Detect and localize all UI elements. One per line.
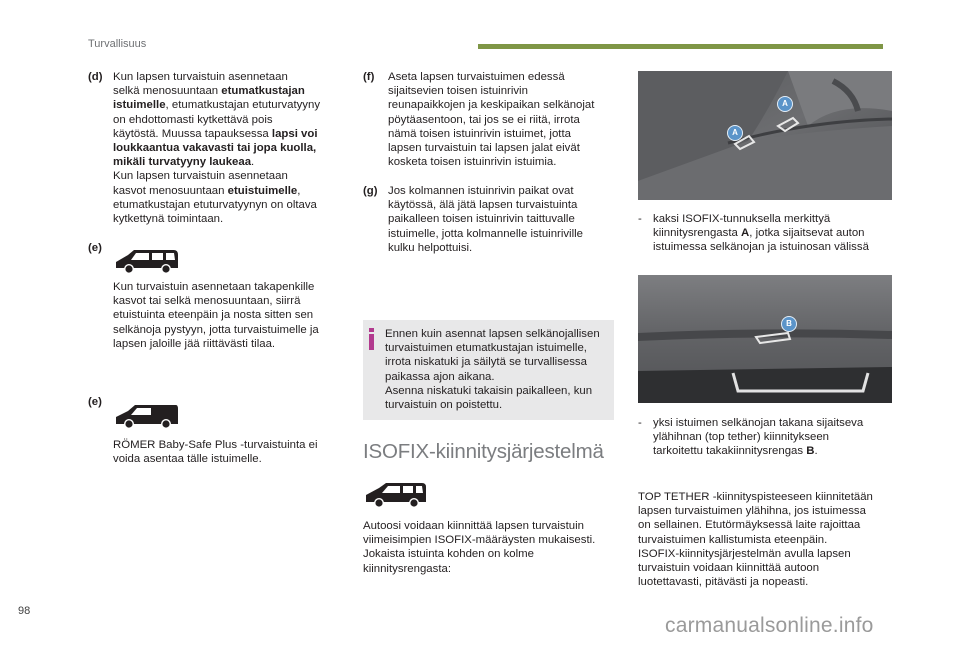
text-line: Ennen kuin asennat lapsen selkänojallisen	[385, 328, 600, 340]
list-dash: -	[638, 213, 642, 225]
text-line: kiinnitysrengasta:	[363, 562, 452, 575]
ring-b-badge: B	[781, 316, 797, 332]
list-dash: -	[638, 417, 642, 429]
top-tether-photo	[638, 275, 892, 403]
item-e2-text	[113, 438, 353, 466]
text-line: on ehdottomasti kytkettävä pois	[113, 113, 273, 126]
item-e1-text	[113, 280, 353, 351]
ring-b-description	[653, 416, 898, 459]
top-tether-text	[638, 490, 896, 589]
item-d-tag: (d)	[88, 71, 103, 83]
text-line: irrota niskatuki ja säilytä se turvallisessa	[385, 356, 587, 369]
item-e2-tag: (e)	[88, 396, 102, 408]
text-line: etumatkustajan etuturvatyynyn on oltava	[113, 198, 317, 211]
item-d-text	[113, 70, 348, 226]
item-f-tag: (f)	[363, 71, 375, 83]
text-line: RÖMER Baby-Safe Plus -turvaistuinta ei	[113, 439, 318, 451]
text-line: nämä toisen istuinrivin istuimet, jotta	[388, 127, 571, 140]
watermark: carmanualsonline.info	[665, 614, 874, 637]
text-line: Kun turvaistuin asennetaan takapenkille	[113, 281, 315, 293]
van-icon	[114, 248, 180, 275]
text-line: pöytäasentoon, tai jos se ei riitä, irrota	[388, 113, 580, 126]
text-line: selkä menosuuntaan etumatkustajan	[113, 85, 305, 98]
text-line: Aseta lapsen turvaistuimen edessä	[388, 71, 565, 83]
text-line: istuimelle, jotta kolmannelle istuinriville	[388, 227, 583, 240]
text-line: Jos kolmannen istuinrivin paikat ovat	[388, 185, 574, 197]
item-g-tag: (g)	[363, 185, 378, 197]
info-box	[363, 320, 614, 420]
text-line: yksi istuimen selkänojan takana sijaitseva	[653, 417, 864, 429]
text-line: viimeisimpien ISOFIX-määräysten mukaisesti.	[363, 534, 596, 547]
ring-a-description	[653, 212, 898, 255]
text-line: selkänoja pystyyn, jotta turvaistuimelle ja	[113, 323, 319, 336]
isofix-heading: ISOFIX-kiinnitysjärjestelmä	[363, 440, 604, 463]
text-line: kytkettynä toimintaan.	[113, 213, 224, 226]
text-line: turvaistuimen etumatkustajan istuimelle,	[385, 342, 587, 355]
text-line: ylähihnan (top tether) kiinnitykseen	[653, 431, 830, 444]
text-line: kiinnitysrengasta A, jotka sijaitsevat auton	[653, 227, 865, 240]
item-f-text	[388, 70, 618, 169]
text-line: kulku helpottuisi.	[388, 241, 473, 254]
text-line: kasvot tai selkä menosuuntaan, siirrä	[113, 295, 301, 308]
isofix-rings-photo	[638, 71, 892, 200]
ring-a-badge: A	[777, 96, 793, 112]
text-line: Asenna niskatuki takaisin paikalleen, kun	[385, 384, 593, 397]
text-line: voida asentaa tälle istuimelle.	[113, 453, 262, 466]
item-g-text	[388, 184, 618, 255]
text-line: paikalleen toisen istuinrivin taittuvalle	[388, 213, 575, 226]
isofix-intro	[363, 519, 613, 576]
text-line: turvaistuin on poistettu.	[385, 399, 503, 412]
text-line: käytöstä. Muussa tapauksessa lapsi voi	[113, 127, 318, 140]
info-icon	[369, 328, 374, 350]
text-line: istuimessa selkänojan ja istuinosan välissä	[653, 241, 869, 254]
van-icon	[364, 481, 428, 509]
text-line: lapsen turvaistuin tai lapsen jalat eivät	[388, 142, 580, 155]
text-line: luotettavasti, pitävästi ja nopeasti.	[638, 576, 809, 589]
text-line: kosketa toisen istuinrivin istuimia.	[388, 156, 557, 169]
text-line: turvaistuin voidaan kiinnittää autoon	[638, 562, 820, 575]
text-line: reunapaikkojen ja keskipaikan selkänojat	[388, 99, 595, 112]
header-accent-bar	[478, 44, 883, 49]
text-line: ISOFIX-kiinnitysjärjestelmän avulla lapsen	[638, 547, 851, 560]
text-line: Jokaista istuinta kohden on kolme	[363, 548, 534, 561]
ring-a-badge: A	[727, 125, 743, 141]
text-line: Kun lapsen turvaistuin asennetaan	[113, 71, 288, 83]
text-line: kaksi ISOFIX-tunnuksella merkittyä	[653, 213, 831, 225]
text-line: on sellainen. Etutörmäyksessä laite rajoittaa	[638, 519, 861, 532]
page-number: 98	[18, 605, 31, 617]
text-line: TOP TETHER -kiinnityspisteeseen kiinnitetään	[638, 491, 873, 503]
text-line: käytössä, älä jätä lapsen turvaistuinta	[388, 199, 578, 212]
text-line: turvaistuimen kallistumista eteenpäin.	[638, 533, 828, 546]
info-text	[385, 327, 611, 412]
item-e1-tag: (e)	[88, 242, 102, 254]
text-line: sijaitsevien toisen istuinrivin	[388, 85, 528, 98]
text-line: etuistuinta eteenpäin ja nosta sitten sen	[113, 309, 314, 322]
text-line: paikassa ajon aikana.	[385, 370, 495, 383]
text-line: lapsen turvaistuimen ylähihna, jos istuimessa	[638, 505, 866, 518]
text-line: istuimelle, etumatkustajan etuturvatyyny	[113, 99, 321, 112]
text-line: tarkoitettu takakiinnitysrengas B.	[653, 445, 818, 458]
text-line: Autoosi voidaan kiinnittää lapsen turvaistuin	[363, 520, 584, 532]
van-icon	[114, 403, 180, 430]
section-title: Turvallisuus	[88, 38, 147, 50]
text-line: loukkaantua vakavasti tai jopa kuolla,	[113, 142, 317, 155]
text-line: kasvot menosuuntaan etuistuimelle,	[113, 184, 301, 197]
text-line: mikäli turvatyyny laukeaa.	[113, 156, 255, 169]
text-line: Kun lapsen turvaistuin asennetaan	[113, 170, 288, 183]
text-line: lapsen jaloille jää riittävästi tilaa.	[113, 337, 276, 350]
